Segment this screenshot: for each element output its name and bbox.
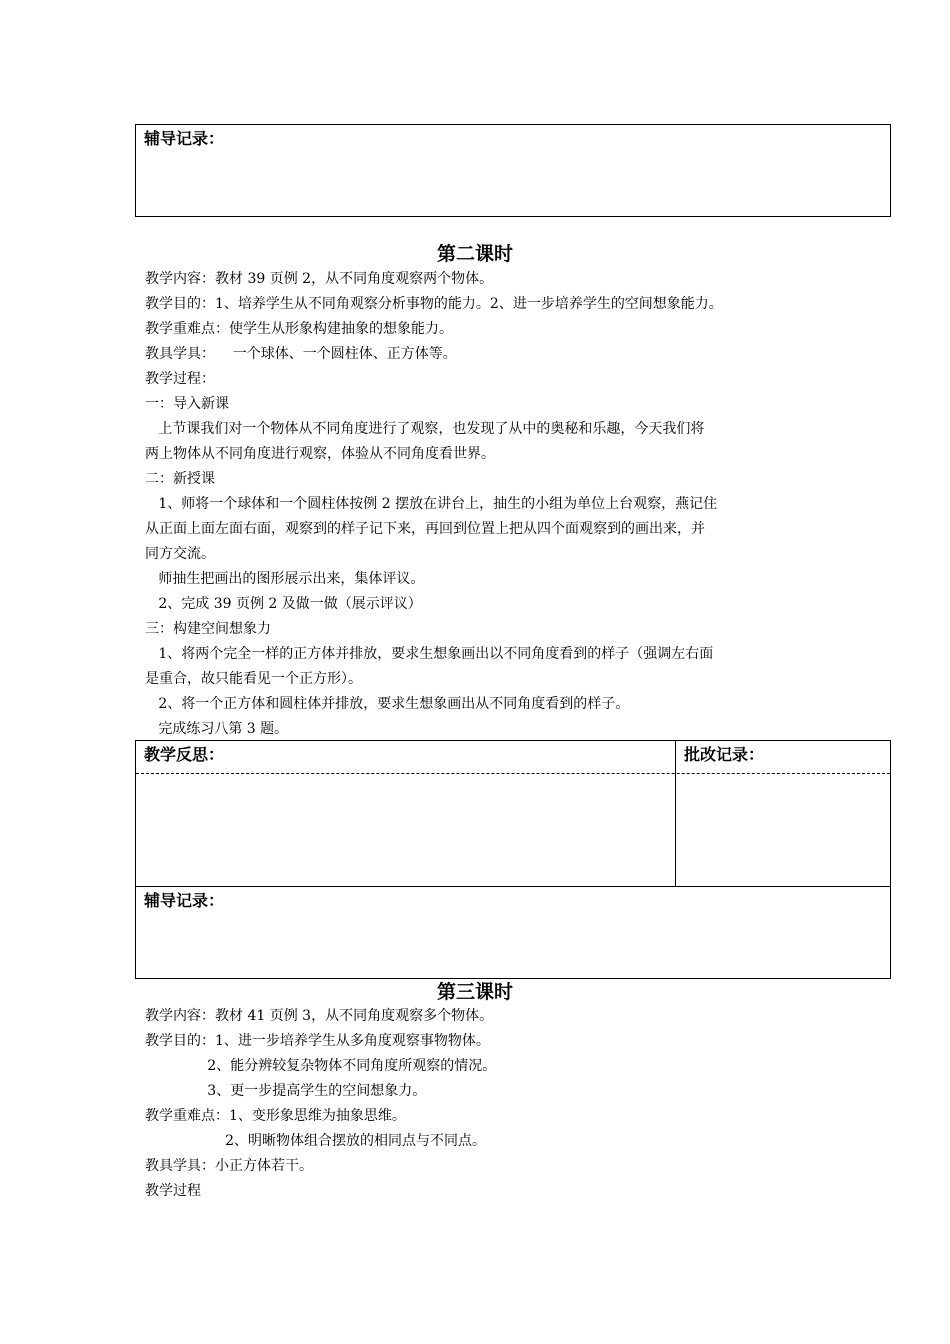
lesson2-line: 教学过程： (145, 371, 215, 387)
lesson2-line: 教学重难点：使学生从形象构建抽象的想象能力。 (145, 321, 453, 337)
lesson2-line: 教具学具： 一个球体、一个圆柱体、正方体等。 (145, 346, 457, 362)
tutoring-record-label: 辅导记录： (144, 891, 225, 910)
lesson3-line: 教具学具：小正方体若干。 (145, 1158, 313, 1174)
tutoring-record-label: 辅导记录： (144, 129, 225, 148)
lesson2-line: 上节课我们对一个物体从不同角度进行了观察，也发现了从中的奥秘和乐趣，今天我们将 (145, 421, 705, 437)
lesson3-line: 3、更一步提高学生的空间想象力。 (145, 1083, 427, 1099)
lesson3-line: 教学过程 (145, 1183, 201, 1199)
lesson2-title: 第二课时 (436, 243, 513, 265)
lesson3-line: 教学目的：1、进一步培养学生从多角度观察事物物体。 (145, 1033, 490, 1049)
column-divider (675, 741, 676, 887)
lesson2-line: 同方交流。 (145, 546, 215, 562)
row-divider (136, 886, 890, 887)
lesson3-line: 教学内容：教材 41 页例 3，从不同角度观察多个物体。 (145, 1008, 494, 1024)
lesson2-line: 完成练习八第 3 题。 (145, 721, 289, 737)
lesson2-line: 2、将一个正方体和圆柱体并排放，要求生想象画出从不同角度看到的样子。 (145, 696, 630, 712)
lesson3-title: 第三课时 (436, 981, 513, 1003)
lesson2-line: 一：导入新课 (145, 396, 229, 412)
lesson2-line: 1、将两个完全一样的正方体并排放，要求生想象画出以不同角度看到的样子（强调左右面 (145, 646, 714, 662)
lesson2-line: 从正面上面左面右面，观察到的样子记下来，再回到位置上把从四个面观察到的画出来，并 (145, 521, 705, 537)
lesson2-line: 三：构建空间想象力 (145, 621, 271, 637)
lesson2-line: 教学内容：教材 39 页例 2，从不同角度观察两个物体。 (145, 271, 494, 287)
lesson3-line: 2、明晰物体组合摆放的相同点与不同点。 (145, 1133, 487, 1149)
tutoring-record-box-1 (135, 124, 891, 217)
lesson2-line: 两上物体从不同角度进行观察，体验从不同角度看世界。 (145, 446, 495, 462)
lesson2-line: 是重合，故只能看见一个正方形）。 (145, 671, 362, 687)
header-divider (136, 773, 890, 774)
lesson3-line: 2、能分辨较复杂物体不同角度所观察的情况。 (145, 1058, 497, 1074)
reflection-label: 教学反思： (144, 745, 225, 764)
lesson3-line: 教学重难点：1、变形象思维为抽象思维。 (145, 1108, 406, 1124)
grading-label: 批改记录： (684, 745, 765, 764)
lesson2-line: 1、师将一个球体和一个圆柱体按例 2 摆放在讲台上，抽生的小组为单位上台观察，燕记住 (145, 496, 718, 512)
lesson2-line: 教学目的：1、培养学生从不同角观察分析事物的能力。2、进一步培养学生的空间想象能力。 (145, 296, 723, 312)
lesson2-line: 师抽生把画出的图形展示出来，集体评议。 (145, 571, 425, 587)
reflection-table (135, 740, 891, 979)
lesson2-line: 2、完成 39 页例 2 及做一做（展示评议） (145, 596, 422, 612)
lesson2-line: 二：新授课 (145, 471, 215, 487)
